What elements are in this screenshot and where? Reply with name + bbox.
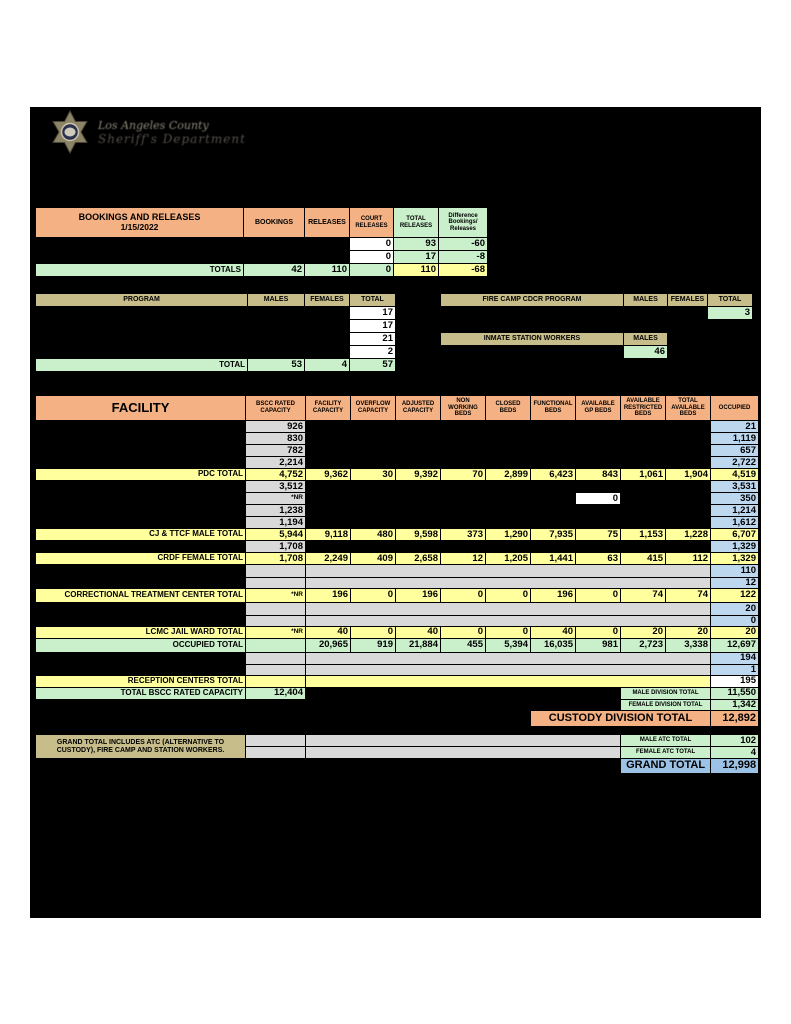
pdc-row-2 — [36, 433, 759, 445]
cj3-occupied: 1,214 — [711, 505, 759, 517]
crdf-row-1 — [36, 541, 759, 553]
occupied-total-available-gp: 981 — [576, 638, 621, 652]
redacted-cell — [36, 699, 246, 710]
occupied-total-closed: 5,394 — [486, 638, 531, 652]
redacted-cell — [36, 578, 246, 589]
redacted-cell — [621, 493, 711, 505]
lcmc-total-label: LCMC JAIL WARD TOTAL — [36, 626, 246, 638]
ctc-total-label: CORRECTIONAL TREATMENT CENTER TOTAL — [36, 588, 246, 602]
pdc-total-overflow: 30 — [351, 469, 396, 481]
redacted-cell — [306, 457, 711, 469]
custody-division-row — [36, 710, 759, 726]
lcmc-total-available-gp: 0 — [576, 626, 621, 638]
cj-total-overflow: 480 — [351, 529, 396, 541]
program-total-row — [36, 359, 396, 372]
crdf-total-nonworking: 12 — [441, 553, 486, 565]
female-atc-total-value: 4 — [711, 747, 759, 759]
cj-total-row — [36, 529, 759, 541]
crdf-total-row — [36, 553, 759, 565]
program-total-females: 4 — [305, 359, 350, 372]
crdf-total-adjusted: 2,658 — [396, 553, 441, 565]
redacted-cell — [305, 238, 350, 251]
pdc-total-adjusted: 9,392 — [396, 469, 441, 481]
redacted-cell — [36, 541, 246, 553]
row2-total: 17 — [394, 251, 439, 264]
redacted-cell — [306, 445, 711, 457]
lcmc-total-overflow: 0 — [351, 626, 396, 638]
logo-county-line: Los Angeles County — [98, 118, 209, 132]
row2-diff: -8 — [439, 251, 488, 264]
reception-row-2 — [36, 664, 759, 675]
fire-camp-title: FIRE CAMP CDCR PROGRAM — [441, 294, 624, 307]
empty-span-cell — [306, 747, 621, 759]
pdc-total-available-restricted: 1,061 — [621, 469, 666, 481]
totals-label: TOTALS — [36, 264, 244, 277]
col-occupied: OCCUPIED — [711, 396, 759, 421]
program-row-1 — [36, 307, 396, 320]
totals-court: 0 — [350, 264, 394, 277]
empty-cell — [246, 565, 306, 578]
cj2-occupied: 350 — [711, 493, 759, 505]
cj-total-facility-capacity: 9,118 — [306, 529, 351, 541]
redacted-cell — [36, 320, 248, 333]
pdc4-bscc: 2,214 — [246, 457, 306, 469]
redacted-cell — [36, 652, 246, 664]
lcmc-row-1 — [36, 602, 759, 615]
cj-row-2 — [36, 493, 759, 505]
row2-court: 0 — [350, 251, 394, 264]
col-bookings: BOOKINGS — [244, 208, 305, 238]
col-non-working-beds: NON WORKING BEDS — [441, 396, 486, 421]
row1-total: 93 — [394, 238, 439, 251]
redacted-cell — [36, 445, 246, 457]
occupied-total-nonworking: 455 — [441, 638, 486, 652]
redacted-cell — [305, 346, 350, 359]
facility-table — [35, 395, 759, 727]
lcmc-row-2 — [36, 615, 759, 626]
grand-total-label: GRAND TOTAL — [621, 759, 711, 774]
empty-span-cell — [306, 652, 711, 664]
bookings-table — [35, 207, 488, 277]
occupied-total-overflow: 919 — [351, 638, 396, 652]
custody-division-total-label: CUSTODY DIVISION TOTAL — [531, 710, 711, 726]
redacted-cell — [244, 251, 305, 264]
crdf-total-functional: 1,441 — [531, 553, 576, 565]
rc2-occupied: 1 — [711, 664, 759, 675]
ctc-total-overflow: 0 — [351, 588, 396, 602]
lcmc-total-adjusted: 40 — [396, 626, 441, 638]
redacted-cell — [306, 481, 711, 493]
redacted-cell — [248, 333, 305, 346]
redacted-cell — [36, 433, 246, 445]
pdc4-occupied: 2,722 — [711, 457, 759, 469]
fire-camp-total-value: 3 — [708, 307, 753, 320]
lcmc2-occupied: 0 — [711, 615, 759, 626]
row1-diff: -60 — [439, 238, 488, 251]
crdf-total-available-restricted: 415 — [621, 553, 666, 565]
program-row-4 — [36, 346, 396, 359]
pdc-total-nonworking: 70 — [441, 469, 486, 481]
col-total-available-beds: TOTAL AVAILABLE BEDS — [666, 396, 711, 421]
col-functional-beds: FUNCTIONAL BEDS — [531, 396, 576, 421]
fire-camp-col-females: FEMALES — [668, 294, 708, 307]
logo-text — [98, 119, 246, 146]
lcmc1-occupied: 20 — [711, 602, 759, 615]
occupied-total-total-available: 3,338 — [666, 638, 711, 652]
redacted-cell — [306, 687, 621, 699]
bookings-row-2 — [36, 251, 488, 264]
female-division-total-label: FEMALE DIVISION TOTAL — [621, 699, 711, 710]
ctc-total-row — [36, 588, 759, 602]
rc1-occupied: 194 — [711, 652, 759, 664]
male-atc-total-value: 102 — [711, 735, 759, 747]
redacted-cell — [246, 699, 306, 710]
empty-cell — [246, 747, 306, 759]
occupied-total-facility-capacity: 20,965 — [306, 638, 351, 652]
ctc-total-adjusted: 196 — [396, 588, 441, 602]
redacted-cell — [306, 433, 711, 445]
crdf1-bscc: 1,708 — [246, 541, 306, 553]
cj1-bscc: 3,512 — [246, 481, 306, 493]
crdf-total-label: CRDF FEMALE TOTAL — [36, 553, 246, 565]
bscc-total-label: TOTAL BSCC RATED CAPACITY — [36, 687, 246, 699]
bookings-title: BOOKINGS AND RELEASES — [78, 212, 201, 223]
col-court-releases: COURT RELEASES — [350, 208, 394, 238]
female-division-row — [36, 699, 759, 710]
pdc2-bscc: 830 — [246, 433, 306, 445]
fire-camp-table — [440, 293, 753, 320]
bscc-total-value: 12,404 — [246, 687, 306, 699]
cj2-bscc-nr: *NR — [246, 493, 306, 505]
male-division-total-value: 11,550 — [711, 687, 759, 699]
redacted-cell — [36, 664, 246, 675]
redacted-cell — [248, 320, 305, 333]
facility-header-row — [36, 396, 759, 421]
program-col-males: MALES — [248, 294, 305, 307]
col-available-restricted-beds: AVAILABLE RESTRICTED BEDS — [621, 396, 666, 421]
cj-row-1 — [36, 481, 759, 493]
col-difference: Difference Bookings/ Releases — [439, 208, 488, 238]
cj-total-closed: 1,290 — [486, 529, 531, 541]
crdf-total-occupied: 1,329 — [711, 553, 759, 565]
empty-cell — [246, 638, 306, 652]
ctc1-occupied: 110 — [711, 565, 759, 578]
station-workers-title: INMATE STATION WORKERS — [441, 333, 624, 346]
empty-cell — [246, 675, 306, 687]
cj-total-nonworking: 373 — [441, 529, 486, 541]
lcmc-total-row — [36, 626, 759, 638]
cj-row-4 — [36, 517, 759, 529]
redacted-cell — [305, 251, 350, 264]
program-total-label: TOTAL — [36, 359, 248, 372]
empty-cell — [246, 615, 306, 626]
bookings-totals-row — [36, 264, 488, 277]
empty-cell — [246, 664, 306, 675]
redacted-cell — [36, 333, 248, 346]
empty-span-cell — [306, 578, 711, 589]
redacted-cell — [36, 481, 246, 493]
col-available-gp-beds: AVAILABLE GP BEDS — [576, 396, 621, 421]
male-atc-row — [36, 735, 759, 747]
ctc-total-occupied: 122 — [711, 588, 759, 602]
redacted-cell — [36, 238, 244, 251]
cj-total-bscc: 5,944 — [246, 529, 306, 541]
redacted-cell — [306, 541, 711, 553]
ctc-total-functional: 196 — [531, 588, 576, 602]
fire-camp-col-males: MALES — [624, 294, 668, 307]
grand-total-note: GRAND TOTAL INCLUDES ATC (ALTERNATIVE TO CUSTODY), FIRE CAMP AND STATION WORKERS. — [36, 735, 246, 759]
program-row1-total: 17 — [350, 307, 396, 320]
lcmc-total-occupied: 20 — [711, 626, 759, 638]
redacted-cell — [248, 307, 305, 320]
lcmc-total-nonworking: 0 — [441, 626, 486, 638]
redacted-cell — [36, 759, 621, 774]
facility-title: FACILITY — [36, 396, 246, 421]
col-adjusted-capacity: ADJUSTED CAPACITY — [396, 396, 441, 421]
redacted-cell — [36, 602, 246, 615]
program-title: PROGRAM — [36, 294, 248, 307]
program-row4-total: 2 — [350, 346, 396, 359]
empty-span-cell — [306, 565, 711, 578]
lcmc-total-bscc-nr: *NR — [246, 626, 306, 638]
program-row-3 — [36, 333, 396, 346]
program-total-total: 57 — [350, 359, 396, 372]
redacted-cell — [244, 238, 305, 251]
redacted-cell — [36, 517, 246, 529]
pdc-total-label: PDC TOTAL — [36, 469, 246, 481]
pdc-total-row — [36, 469, 759, 481]
pdc-total-total-available: 1,904 — [666, 469, 711, 481]
lcmc-total-facility-capacity: 40 — [306, 626, 351, 638]
program-table — [35, 293, 396, 372]
totals-total-releases: 110 — [394, 264, 439, 277]
crdf-total-bscc: 1,708 — [246, 553, 306, 565]
program-col-total: TOTAL — [350, 294, 396, 307]
redacted-cell — [248, 346, 305, 359]
program-row3-total: 21 — [350, 333, 396, 346]
ctc-total-total-available: 74 — [666, 588, 711, 602]
station-workers-col-males: MALES — [624, 333, 668, 346]
ctc-total-closed: 0 — [486, 588, 531, 602]
ctc2-occupied: 12 — [711, 578, 759, 589]
male-division-total-label: MALE DIVISION TOTAL — [621, 687, 711, 699]
occupied-total-adjusted: 21,884 — [396, 638, 441, 652]
redacted-cell — [624, 307, 668, 320]
ctc-total-available-gp: 0 — [576, 588, 621, 602]
cj1-occupied: 3,531 — [711, 481, 759, 493]
occupied-total-row — [36, 638, 759, 652]
empty-span-cell — [306, 602, 711, 615]
bookings-date: 1/15/2022 — [120, 221, 159, 232]
cj-total-adjusted: 9,598 — [396, 529, 441, 541]
ctc-total-facility-capacity: 196 — [306, 588, 351, 602]
lcmc-total-total-available: 20 — [666, 626, 711, 638]
reception-total-occupied: 195 — [711, 675, 759, 687]
empty-cell — [246, 578, 306, 589]
redacted-cell — [36, 251, 244, 264]
bookings-title-cell — [36, 208, 244, 238]
redacted-cell — [441, 307, 624, 320]
cj4-occupied: 1,612 — [711, 517, 759, 529]
crdf-total-overflow: 409 — [351, 553, 396, 565]
cj-row-3 — [36, 505, 759, 517]
occupied-total-available-restricted: 2,723 — [621, 638, 666, 652]
redacted-cell — [306, 710, 531, 726]
program-row-2 — [36, 320, 396, 333]
totals-bookings: 42 — [244, 264, 305, 277]
grand-total-row — [36, 759, 759, 774]
redacted-cell — [441, 346, 624, 359]
station-workers-header-row — [441, 333, 668, 346]
station-workers-males-value: 46 — [624, 346, 668, 359]
fire-camp-header-row — [441, 294, 753, 307]
empty-cell — [246, 735, 306, 747]
totals-releases: 110 — [305, 264, 350, 277]
pdc-row-3 — [36, 445, 759, 457]
pdc-total-available-gp: 843 — [576, 469, 621, 481]
cj-total-label: CJ & TTCF MALE TOTAL — [36, 529, 246, 541]
station-workers-row — [441, 346, 668, 359]
station-workers-table — [440, 332, 668, 359]
totals-difference: -68 — [439, 264, 488, 277]
pdc-total-facility-capacity: 9,362 — [306, 469, 351, 481]
redacted-cell — [36, 505, 246, 517]
grand-total-table — [35, 734, 759, 774]
reception-total-label: RECEPTION CENTERS TOTAL — [36, 675, 246, 687]
lcmc-total-functional: 40 — [531, 626, 576, 638]
crdf-total-facility-capacity: 2,249 — [306, 553, 351, 565]
cj3-bscc: 1,238 — [246, 505, 306, 517]
col-total-releases: TOTAL RELEASES — [394, 208, 439, 238]
program-col-females: FEMALES — [305, 294, 350, 307]
cj4-bscc: 1,194 — [246, 517, 306, 529]
cj-total-functional: 7,935 — [531, 529, 576, 541]
reception-total-row — [36, 675, 759, 687]
cj-total-total-available: 1,228 — [666, 529, 711, 541]
empty-span-cell — [306, 675, 711, 687]
ctc-row-2 — [36, 578, 759, 589]
pdc-total-occupied: 4,519 — [711, 469, 759, 481]
pdc3-bscc: 782 — [246, 445, 306, 457]
program-header-row — [36, 294, 396, 307]
empty-cell — [246, 652, 306, 664]
occupied-total-occupied: 12,697 — [711, 638, 759, 652]
occupied-total-functional: 16,035 — [531, 638, 576, 652]
crdf-total-available-gp: 63 — [576, 553, 621, 565]
redacted-cell — [305, 320, 350, 333]
redacted-cell — [306, 699, 621, 710]
bookings-row-1 — [36, 238, 488, 251]
program-row2-total: 17 — [350, 320, 396, 333]
redacted-cell — [36, 615, 246, 626]
empty-span-cell — [306, 664, 711, 675]
custody-division-total-value: 12,892 — [711, 710, 759, 726]
redacted-cell — [36, 307, 248, 320]
crdf-total-closed: 1,205 — [486, 553, 531, 565]
col-bscc-rated-capacity: BSCC RATED CAPACITY — [246, 396, 306, 421]
bookings-header-row — [36, 208, 488, 238]
ctc-total-available-restricted: 74 — [621, 588, 666, 602]
sheriff-star-icon — [50, 110, 90, 154]
pdc-row-4 — [36, 457, 759, 469]
redacted-cell — [36, 710, 306, 726]
logo-department-line: Sheriff's Department — [98, 131, 246, 146]
bscc-total-row — [36, 687, 759, 699]
cj2-available-gp: 0 — [576, 493, 621, 505]
ctc-total-bscc-nr: *NR — [246, 588, 306, 602]
redacted-cell — [306, 493, 576, 505]
col-releases: RELEASES — [305, 208, 350, 238]
female-division-total-value: 1,342 — [711, 699, 759, 710]
sheriff-logo — [50, 110, 246, 154]
ctc-row-1 — [36, 565, 759, 578]
row1-court: 0 — [350, 238, 394, 251]
redacted-cell — [306, 505, 711, 517]
redacted-cell — [36, 493, 246, 505]
redacted-cell — [306, 421, 711, 433]
col-facility-capacity: FACILITY CAPACITY — [306, 396, 351, 421]
pdc-row-1 — [36, 421, 759, 433]
lcmc-total-closed: 0 — [486, 626, 531, 638]
male-atc-total-label: MALE ATC TOTAL — [621, 735, 711, 747]
pdc-total-bscc: 4,752 — [246, 469, 306, 481]
pdc2-occupied: 1,119 — [711, 433, 759, 445]
female-atc-total-label: FEMALE ATC TOTAL — [621, 747, 711, 759]
empty-span-cell — [306, 615, 711, 626]
cj-total-available-restricted: 1,153 — [621, 529, 666, 541]
redacted-cell — [305, 307, 350, 320]
occupied-total-label: OCCUPIED TOTAL — [36, 638, 246, 652]
redacted-cell — [36, 346, 248, 359]
empty-span-cell — [306, 735, 621, 747]
fire-camp-col-total: TOTAL — [708, 294, 753, 307]
pdc3-occupied: 657 — [711, 445, 759, 457]
ctc-total-nonworking: 0 — [441, 588, 486, 602]
pdc1-occupied: 21 — [711, 421, 759, 433]
col-closed-beds: CLOSED BEDS — [486, 396, 531, 421]
redacted-cell — [36, 457, 246, 469]
redacted-cell — [36, 565, 246, 578]
grand-total-value: 12,998 — [711, 759, 759, 774]
pdc1-bscc: 926 — [246, 421, 306, 433]
redacted-cell — [668, 307, 708, 320]
col-overflow-capacity: OVERFLOW CAPACITY — [351, 396, 396, 421]
redacted-cell — [306, 517, 711, 529]
reception-row-1 — [36, 652, 759, 664]
lcmc-total-available-restricted: 20 — [621, 626, 666, 638]
redacted-cell — [305, 333, 350, 346]
pdc-total-functional: 6,423 — [531, 469, 576, 481]
cj-total-available-gp: 75 — [576, 529, 621, 541]
pdc-total-closed: 2,899 — [486, 469, 531, 481]
fire-camp-total-row — [441, 307, 753, 320]
redacted-cell — [36, 421, 246, 433]
empty-cell — [246, 602, 306, 615]
crdf-total-total-available: 112 — [666, 553, 711, 565]
program-total-males: 53 — [248, 359, 305, 372]
cj-total-occupied: 6,707 — [711, 529, 759, 541]
crdf1-occupied: 1,329 — [711, 541, 759, 553]
